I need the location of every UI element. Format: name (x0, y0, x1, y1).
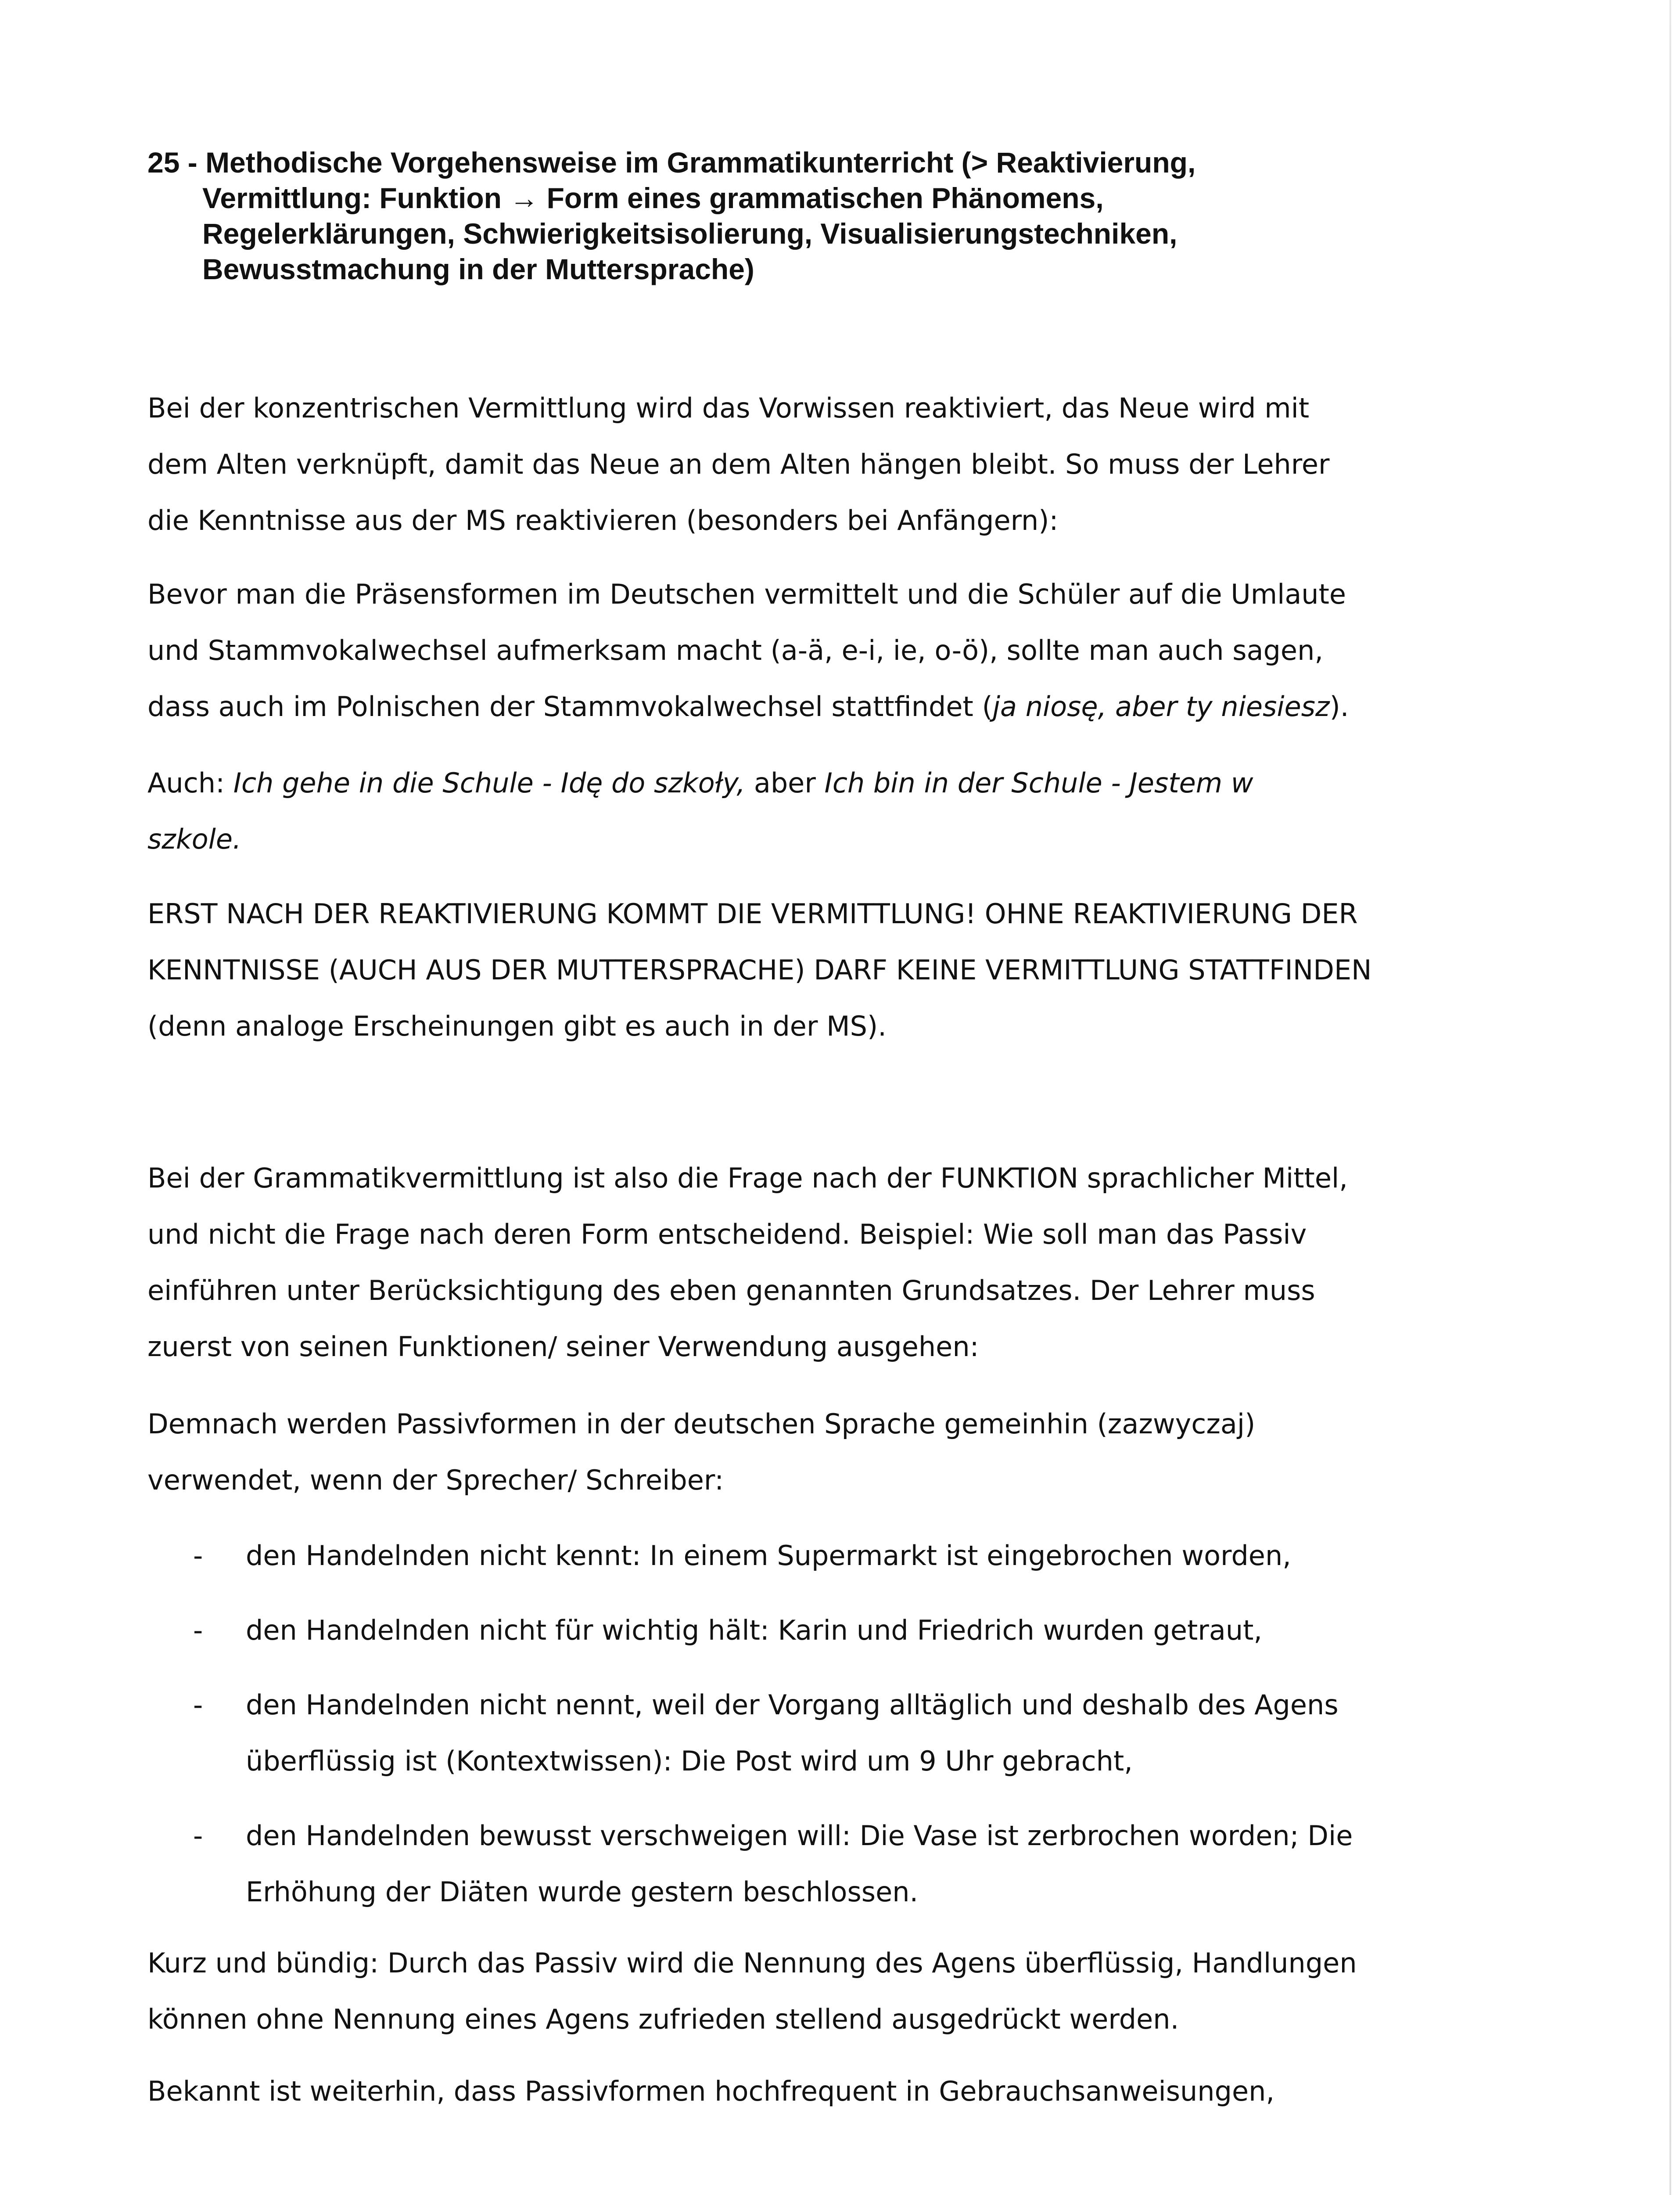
heading-line-2: Vermittlung: Funktion → Form eines grammatischen Phänomens, (202, 182, 1104, 214)
heading-line-1: 25 - Methodische Vorgehensweise im Grammatikunterricht (> Reaktivierung, (147, 146, 1196, 179)
paragraph-kurz-und-buendig: Kurz und bündig: Durch das Passiv wird die Nennung des Agens überflüssig, Handlungen können ohne Nennung eines Agens zufrieden stellend ausgedrückt werden. (147, 1947, 1357, 2035)
scan-edge (1669, 0, 1671, 2195)
paragraph-reaktivierung: Bei der konzentrischen Vermittlung wird das Vorwissen reaktiviert, das Neue wird mit dem Alten verknüpft, damit das Neue an dem Alten hängen bleibt. So muss der Lehrer die Kenntnisse aus der MS reaktivieren (besonders bei Anfängern): (147, 392, 1330, 536)
heading-line-3: Regelerklärungen, Schwierigkeitsisolierung, Visualisierungstechniken, (202, 217, 1177, 250)
list-item: - den Handelnden nicht kennt: In einem Supermarkt ist eingebrochen worden, (193, 1540, 1291, 1572)
polish-example: ja niosę, aber ty niesiesz (992, 691, 1330, 723)
heading-line-4: Bewusstmachung in der Muttersprache) (202, 253, 754, 285)
paragraph-erst-nach: ERST NACH DER REAKTIVIERUNG KOMMT DIE VERMITTLUNG! OHNE REAKTIVIERUNG DER KENNTNISSE (AUCH AUS DER MUTTERSPRACHE) DARF KEINE VERMITTLUNG STATTFINDEN (denn analoge Erscheinungen gibt es auch in der MS). (147, 898, 1372, 1042)
list-item: - den Handelnden bewusst verschweigen will: Die Vase ist zerbrochen worden; Die Erhöhung der Diäten wurde gestern beschlossen. (193, 1820, 1353, 1908)
paragraph-praesens: Bevor man die Präsensformen im Deutschen vermittelt und die Schüler auf die Umlaute und Stammvokalwechsel aufmerksam macht (a-ä, e-i, ie, o-ö), sollte man auch sagen, dass auch im Polnischen der Stammvokalwechsel stattfindet (ja niosę, aber ty niesiesz). (147, 578, 1349, 723)
list-item: - den Handelnden nicht für wichtig hält: Karin und Friedrich wurden getraut, (193, 1614, 1263, 1646)
paragraph-funktion: Bei der Grammatikvermittlung ist also die Frage nach der FUNKTION sprachlicher Mittel, und nicht die Frage nach deren Form entscheidend. Beispiel: Wie soll man das Passiv einführen unter Berücksichtigung des eben genannten Grundsatzes. Der Lehrer muss zuerst von seinen Funktionen/ seiner Verwendung ausgehen: (147, 1162, 1348, 1363)
passive-uses-list (184, 1528, 1501, 1939)
example-schule: Ich gehe in die Schule - Idę do szkoły, (233, 767, 746, 799)
section-heading (147, 145, 1376, 287)
list-item: - den Handelnden nicht nennt, weil der Vorgang alltäglich und deshalb des Agens überflüssig ist (Kontextwissen): Die Post wird um 9 Uhr gebracht, (193, 1689, 1339, 1777)
paragraph-auch: Auch: Ich gehe in die Schule - Idę do szkoły, aber Ich bin in der Schule - Jestem w szkole. (147, 767, 1253, 855)
paragraph-bekannt: Bekannt ist weiterhin, dass Passivformen hochfrequent in Gebrauchsanweisungen, (147, 2075, 1275, 2107)
example-jestem: Ich bin in der Schule - Jestem w (824, 767, 1253, 799)
paragraph-demnach: Demnach werden Passivformen in der deutschen Sprache gemeinhin (zazwyczaj) verwendet, wenn der Sprecher/ Schreiber: (147, 1408, 1256, 1496)
heading-number: 25 - (147, 146, 206, 179)
